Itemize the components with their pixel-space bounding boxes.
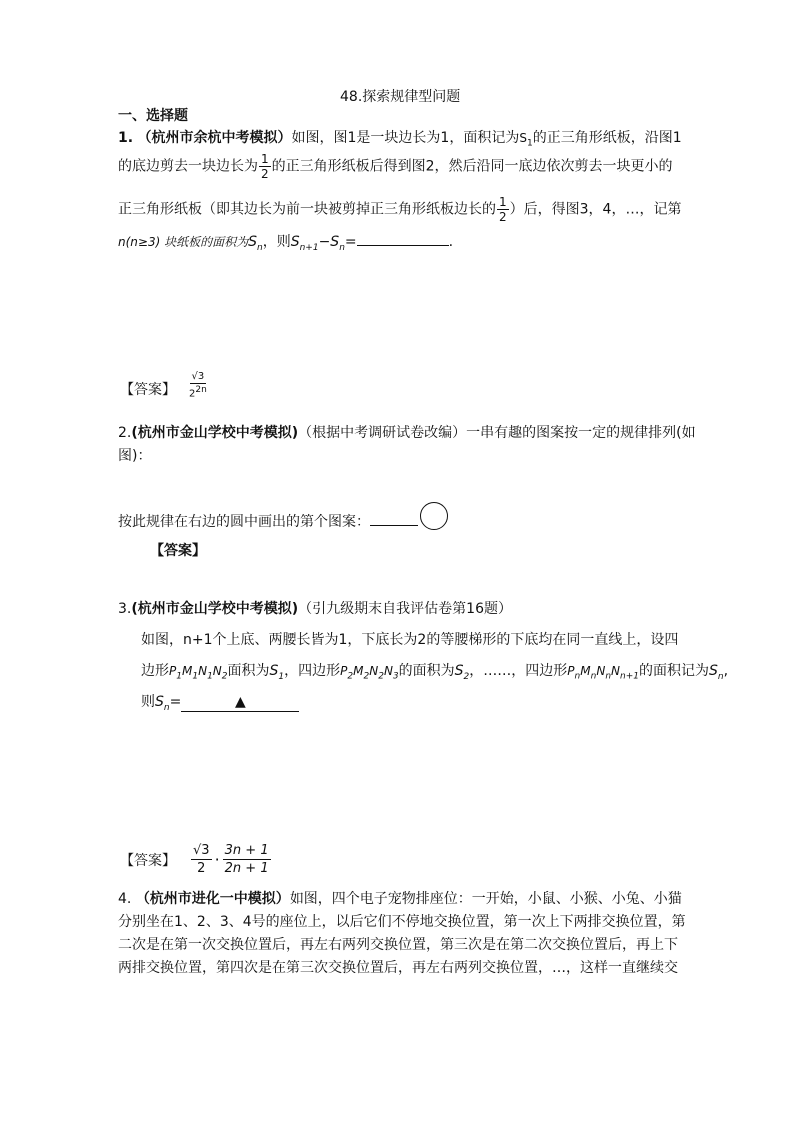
q3-source-2: （引九级期末自我评估卷第16题）: [298, 601, 512, 617]
q1-s1-symbol: $S_1$: [519, 131, 533, 149]
q3-line-2: 边形$P_1M_1N_1N_2$面积为$S_1$，四边形$P_2M_2N_2N_3$的面积为$S_2$，……，四边形$P_nM_nN_nN_{n+1}$的面积记为$S_n$,: [141, 663, 729, 682]
q2-line-1: [118, 424, 696, 442]
q1-line-2: [118, 152, 673, 181]
q4-line-4: 两排交换位置，第四次是在第三次交换位置后，再左右两列交换位置，…，这样一直继续交: [118, 960, 678, 976]
q3-s2-symbol: $S_2$: [454, 663, 470, 682]
q3-quad-n: $P_nM_nN_nN_{n+1}$: [567, 664, 639, 682]
q3-number: 3.: [118, 601, 132, 617]
q3-s1-symbol: $S_1$: [269, 663, 285, 682]
q1-line-3: [118, 195, 681, 224]
q3-quad-2: $P_2M_2N_2N_3$: [340, 664, 399, 682]
q1-line-4: n(n≥3) 块纸板的面积为$S_n$，则$S_{n+1}-S_n=$ .: [118, 234, 454, 253]
q2-text-1: （根据中考调研试卷改编）一串有趣的图案按一定的规律排列(如: [298, 425, 696, 441]
q3-answer-blank[interactable]: [181, 693, 299, 712]
q1-answer-label: 【答案】: [120, 382, 176, 398]
q1-sn-symbol: $S_n$: [248, 234, 263, 253]
q1-text-4b: ，则: [262, 234, 291, 250]
q4-number: 4.: [118, 891, 132, 907]
q2-answer-circle[interactable]: [420, 502, 448, 530]
q3-line-1: 如图，n+1个上底、两腰长皆为1，下底长为2的等腰梯形的下底均在同一直线上，设四: [141, 632, 679, 648]
q4-line-3: 二次是在第一次交换位置后，再左右两列交换位置，第三次是在第二次交换位置后，再上下: [118, 937, 678, 953]
q3-quad-1: $P_1M_1N_1N_2$: [169, 664, 228, 682]
q3-source: (杭州市金山学校中考模拟): [131, 601, 299, 617]
q4-source: （杭州市进化一中模拟）: [135, 891, 290, 907]
q3-line-3: 则$S_n=$ ▲: [141, 693, 299, 717]
q3-sn-symbol: $S_n$: [709, 663, 724, 682]
q3-sn-eq: $S_n=$: [155, 694, 182, 713]
section-heading: 一、选择题: [118, 108, 188, 124]
q1-diff-expr: $S_{n+1}-S_n$: [290, 234, 345, 253]
q2-source: (杭州市金山学校中考模拟): [131, 425, 299, 441]
q1-fraction-half: $\frac{1}{2}$: [261, 152, 269, 181]
q2-line-2: 图)：: [118, 448, 152, 464]
q1-text-1: 如图，图1是一块边长为1，面积记为: [291, 130, 520, 146]
q2-line-3: 按此规律在右边的圆中画出的第个图案：: [118, 513, 418, 531]
q4-line-2: 分别坐在1、2、3、4号的座位上，以后它们不停地交换位置，第一次上下两排交换位置，第: [118, 914, 686, 930]
q1-answer-blank[interactable]: [357, 245, 449, 246]
q2-answer-blank[interactable]: [370, 525, 418, 526]
q3-line-0: [118, 600, 512, 618]
q1-text-2a: 的底边剪去一块边长为: [118, 158, 258, 175]
q1-number: 1.: [118, 130, 134, 146]
q1-source: （杭州市余杭中考模拟）: [137, 130, 292, 146]
q3-answer-label: 【答案】: [120, 853, 176, 869]
q2-number: 2.: [118, 425, 132, 441]
page-title: 48.探索规律型问题: [340, 89, 461, 105]
q1-text-1b: 的正三角形纸板，沿图1: [532, 130, 682, 146]
triangle-icon: ▲: [234, 694, 246, 710]
q1-line-1: [118, 129, 682, 152]
q1-text-4a: n(n≥3) 块纸板的面积为: [118, 235, 249, 249]
q1-answer-expr: $\frac{√3}{2^{2n}}$: [189, 371, 207, 400]
q1-text-4c: =: [344, 234, 357, 250]
q1-text-2b: 的正三角形纸板后得到图2，然后沿同一底边依次剪去一块更小的: [271, 158, 673, 175]
q2-answer-label: 【答案】: [150, 543, 206, 559]
q1-text-3b: ）后，得图3，4，…，记第: [509, 201, 682, 218]
q3-answer-expr: $\frac{√3}{2}$ · $\frac{3n + 1}{2n + 1}$: [193, 843, 269, 876]
q4-line-1: 4. （杭州市进化一中模拟）如图，四个电子宠物排座位：一开始，小鼠、小猴、小兔、小猫: [118, 891, 682, 907]
q1-fraction-half-2: $\frac{1}{2}$: [499, 195, 507, 224]
q1-text-3a: 正三角形纸板（即其边长为前一块被剪掉正三角形纸板边长的: [118, 201, 496, 218]
